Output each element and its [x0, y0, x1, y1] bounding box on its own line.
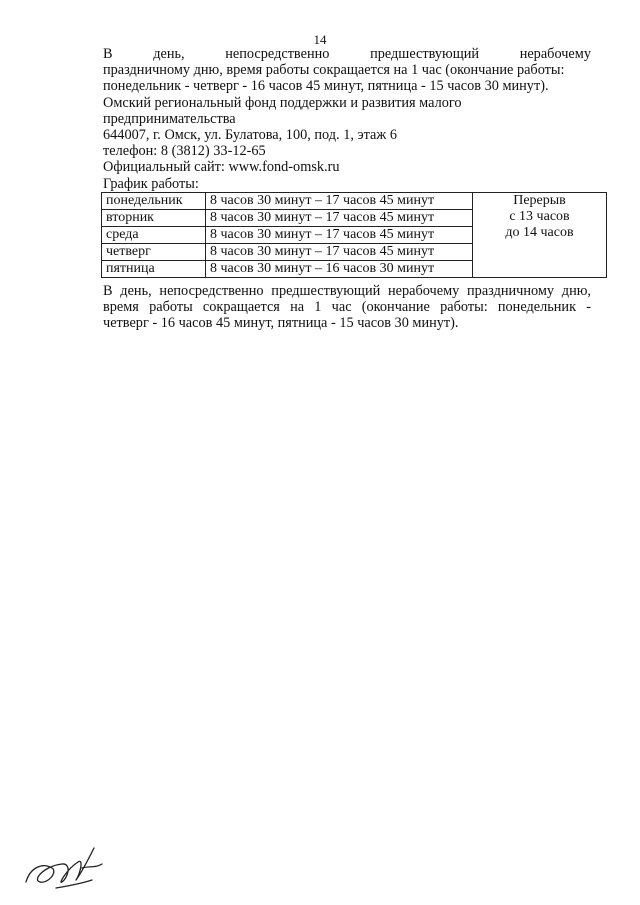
- intro-word: В: [103, 46, 113, 62]
- footer-note-line-3: четверг - 16 часов 45 минут, пятница - 15 часов 30 минут).: [103, 315, 459, 332]
- page-number: 14: [313, 32, 327, 47]
- break-cell: [473, 192, 607, 277]
- handwritten-signature: [22, 838, 108, 894]
- hours-cell: 8 часов 30 минут – 17 часов 45 минут: [206, 192, 473, 209]
- break-line: с 13 часов: [509, 208, 570, 224]
- intro-line-2: праздничному дню, время работы сокращается на 1 час (окончание работы:: [103, 62, 565, 79]
- schedule-table: [101, 192, 607, 278]
- intro-line-1: [103, 46, 591, 62]
- break-line: Перерыв: [513, 192, 566, 208]
- organization-website: Официальный сайт: www.fond-omsk.ru: [103, 159, 340, 176]
- day-cell: пятница: [102, 260, 206, 277]
- intro-word: предшествующий: [370, 46, 480, 62]
- footer-note-line-2: время работы сокращается на 1 час (окончание работы: понедельник -: [103, 299, 591, 316]
- intro-word: день,: [153, 46, 185, 62]
- intro-word: непосредственно: [225, 46, 330, 62]
- day-cell: вторник: [102, 209, 206, 226]
- day-cell: четверг: [102, 243, 206, 260]
- hours-cell: 8 часов 30 минут – 17 часов 45 минут: [206, 226, 473, 243]
- organization-address: 644007, г. Омск, ул. Булатова, 100, под. 1, этаж 6: [103, 127, 398, 144]
- hours-cell: 8 часов 30 минут – 17 часов 45 минут: [206, 209, 473, 226]
- organization-name-line-2: предпринимательства: [103, 110, 236, 127]
- organization-phone: телефон: 8 (3812) 33-12-65: [103, 143, 266, 160]
- hours-cell: 8 часов 30 минут – 17 часов 45 минут: [206, 243, 473, 260]
- footer-note: [103, 283, 591, 332]
- hours-cell: 8 часов 30 минут – 16 часов 30 минут: [206, 260, 473, 277]
- organization-name-line-1: Омский региональный фонд поддержки и развития малого: [103, 94, 462, 111]
- intro-line-3: понедельник - четверг - 16 часов 45 минут, пятница - 15 часов 30 минут).: [103, 78, 549, 95]
- day-cell: среда: [102, 226, 206, 243]
- table-row: [102, 192, 607, 209]
- break-line: до 14 часов: [505, 224, 574, 240]
- schedule-label: График работы:: [103, 175, 199, 192]
- document-body: [103, 46, 591, 331]
- intro-word: нерабочему: [519, 46, 591, 62]
- day-cell: понедельник: [102, 192, 206, 209]
- footer-note-line-1: В день, непосредственно предшествующий нерабочему праздничному дню,: [103, 282, 591, 299]
